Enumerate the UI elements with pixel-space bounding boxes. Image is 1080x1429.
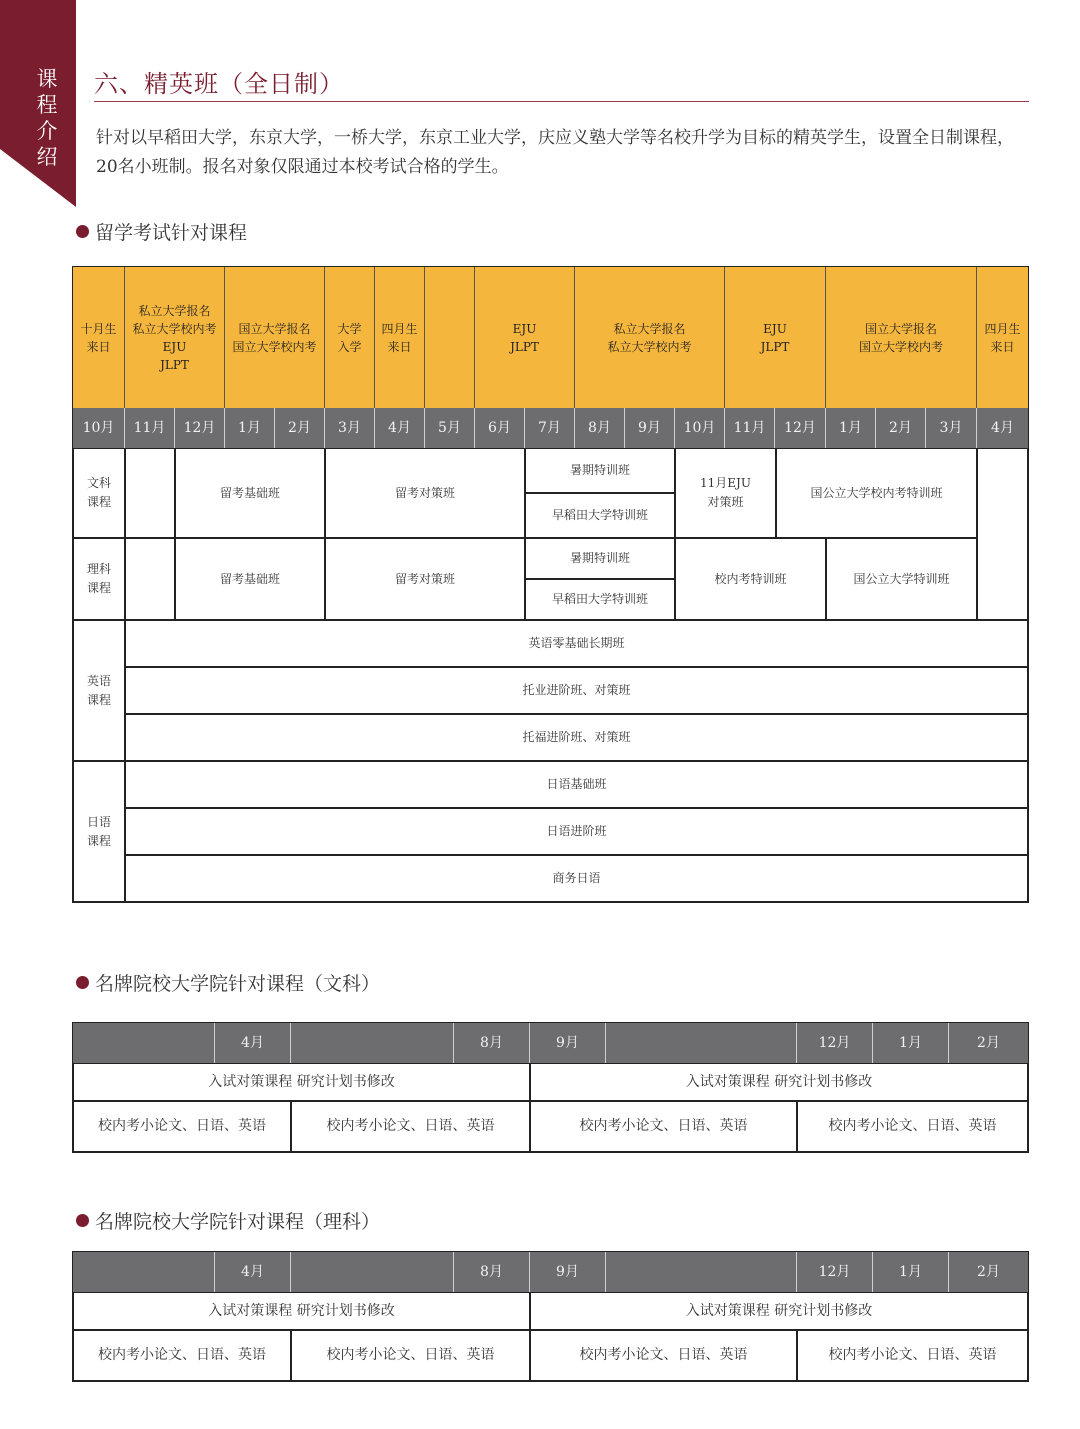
grad-course-row: 入试对策课程 研究计划书修改 — [73, 1063, 530, 1101]
month-cell — [73, 1252, 215, 1292]
course-national: 国公立大学校内考特训班 — [776, 448, 977, 538]
grad-course-cell: 校内考小论文、日语、英语 — [797, 1330, 1028, 1381]
header-cell: 私立大学报名 私立大学校内考 — [575, 267, 725, 408]
course-basic: 留考基础班 — [175, 448, 325, 538]
course-internal-exam: 校内考特训班 — [675, 538, 826, 620]
month-cell: 8月 — [454, 1252, 530, 1292]
month-cell: 9月 — [530, 1023, 606, 1063]
header-cell — [425, 267, 475, 408]
month-cell — [291, 1252, 454, 1292]
month-cell: 9月 — [625, 408, 675, 448]
month-cell: 1月 — [225, 408, 275, 448]
month-cell: 2月 — [949, 1023, 1028, 1063]
month-cell: 1月 — [873, 1023, 949, 1063]
japanese-course: 日语基础班 — [125, 761, 1028, 808]
month-cell: 4月 — [215, 1023, 291, 1063]
bullet-dot-icon — [76, 976, 89, 989]
course-eju-november: 11月EJU 对策班 — [675, 448, 776, 538]
month-cell — [291, 1023, 454, 1063]
grad-humanities-heading-text: 名牌院校大学院针对课程（文科） — [95, 973, 381, 995]
month-cell: 4月 — [215, 1252, 291, 1292]
row-label-japanese: 日语 课程 — [73, 761, 125, 902]
grad-humanities-heading — [76, 969, 380, 996]
month-cell: 10月 — [73, 408, 125, 448]
intro-paragraph: 针对以早稻田大学，东京大学，一桥大学，东京工业大学，庆应义塾大学等名校升学为目标的精英学生，设置全日制课程，20名小班制。报名对象仅限通过本校考试合格的学生。 — [96, 128, 1014, 177]
month-cell: 3月 — [325, 408, 375, 448]
grad-course-cell: 校内考小论文、日语、英语 — [797, 1101, 1028, 1152]
course-waseda: 早稻田大学特训班 — [525, 579, 675, 620]
side-tab-label: 课程介绍 — [36, 67, 58, 169]
empty-cell — [977, 448, 1028, 620]
month-cell: 1月 — [826, 408, 876, 448]
row-label-english: 英语 课程 — [73, 620, 125, 761]
header-cell: 四月生 来日 — [977, 267, 1028, 408]
month-cell: 11月 — [125, 408, 175, 448]
month-cell: 12月 — [797, 1252, 873, 1292]
month-cell: 2月 — [949, 1252, 1028, 1292]
grad-course-cell: 校内考小论文、日语、英语 — [530, 1101, 797, 1152]
bullet-dot-icon — [76, 225, 89, 238]
grad-course-cell: 校内考小论文、日语、英语 — [73, 1101, 291, 1152]
month-cell: 3月 — [926, 408, 977, 448]
course-national: 国公立大学特训班 — [826, 538, 977, 620]
course-waseda: 早稻田大学特训班 — [525, 493, 675, 538]
month-cell: 2月 — [876, 408, 926, 448]
grad-course-cell: 校内考小论文、日语、英语 — [73, 1330, 291, 1381]
month-cell — [606, 1252, 797, 1292]
row-label-science: 理科 课程 — [73, 538, 125, 620]
english-course: 托业进阶班、对策班 — [125, 667, 1028, 714]
grad-course-row: 入试对策课程 研究计划书修改 — [73, 1292, 530, 1330]
month-cell: 2月 — [275, 408, 325, 448]
main-course-heading — [76, 218, 247, 245]
empty-cell — [125, 448, 175, 538]
grad-science-heading-text: 名牌院校大学院针对课程（理科） — [95, 1211, 381, 1233]
grad-course-row: 入试对策课程 研究计划书修改 — [530, 1292, 1028, 1330]
month-cell: 12月 — [175, 408, 225, 448]
header-cell: 十月生 来日 — [73, 267, 125, 408]
course-strategy: 留考对策班 — [325, 538, 525, 620]
english-course: 英语零基础长期班 — [125, 620, 1028, 667]
page-title: 六、精英班（全日制） — [94, 70, 344, 98]
grad-science-heading — [76, 1207, 380, 1234]
header-cell: 大学 入学 — [325, 267, 375, 408]
bullet-dot-icon — [76, 1214, 89, 1227]
course-strategy: 留考对策班 — [325, 448, 525, 538]
month-cell: 1月 — [873, 1252, 949, 1292]
month-cell: 12月 — [775, 408, 826, 448]
main-course-heading-text: 留学考试针对课程 — [95, 222, 248, 244]
month-cell: 12月 — [797, 1023, 873, 1063]
grad-course-cell: 校内考小论文、日语、英语 — [291, 1101, 530, 1152]
month-cell: 8月 — [575, 408, 625, 448]
grad-course-cell: 校内考小论文、日语、英语 — [530, 1330, 797, 1381]
month-cell: 4月 — [977, 408, 1028, 448]
header-cell: 国立大学报名 国立大学校内考 — [225, 267, 325, 408]
month-cell: 7月 — [525, 408, 575, 448]
header-cell: 四月生 来日 — [375, 267, 425, 408]
title-divider — [94, 101, 1029, 102]
month-cell: 9月 — [530, 1252, 606, 1292]
course-basic: 留考基础班 — [175, 538, 325, 620]
header-cell: EJU JLPT — [725, 267, 826, 408]
japanese-course: 商务日语 — [125, 855, 1028, 902]
course-summer: 暑期特训班 — [525, 448, 675, 493]
row-label-humanities: 文科 课程 — [73, 448, 125, 538]
month-cell: 8月 — [454, 1023, 530, 1063]
month-cell — [73, 1023, 215, 1063]
month-cell — [606, 1023, 797, 1063]
month-cell: 11月 — [725, 408, 775, 448]
month-cell: 4月 — [375, 408, 425, 448]
english-course: 托福进阶班、对策班 — [125, 714, 1028, 761]
header-cell: 国立大学报名 国立大学校内考 — [826, 267, 977, 408]
month-cell: 5月 — [425, 408, 475, 448]
grad-course-cell: 校内考小论文、日语、英语 — [291, 1330, 530, 1381]
month-cell: 10月 — [675, 408, 725, 448]
header-cell: EJU JLPT — [475, 267, 575, 408]
month-cell: 6月 — [475, 408, 525, 448]
course-summer: 暑期特训班 — [525, 538, 675, 579]
japanese-course: 日语进阶班 — [125, 808, 1028, 855]
schedule-table — [72, 266, 1029, 903]
grad-course-row: 入试对策课程 研究计划书修改 — [530, 1063, 1028, 1101]
grad-science-table — [72, 1251, 1029, 1382]
header-cell: 私立大学报名 私立大学校内考 EJU JLPT — [125, 267, 225, 408]
empty-cell — [125, 538, 175, 620]
grad-humanities-table — [72, 1022, 1029, 1153]
